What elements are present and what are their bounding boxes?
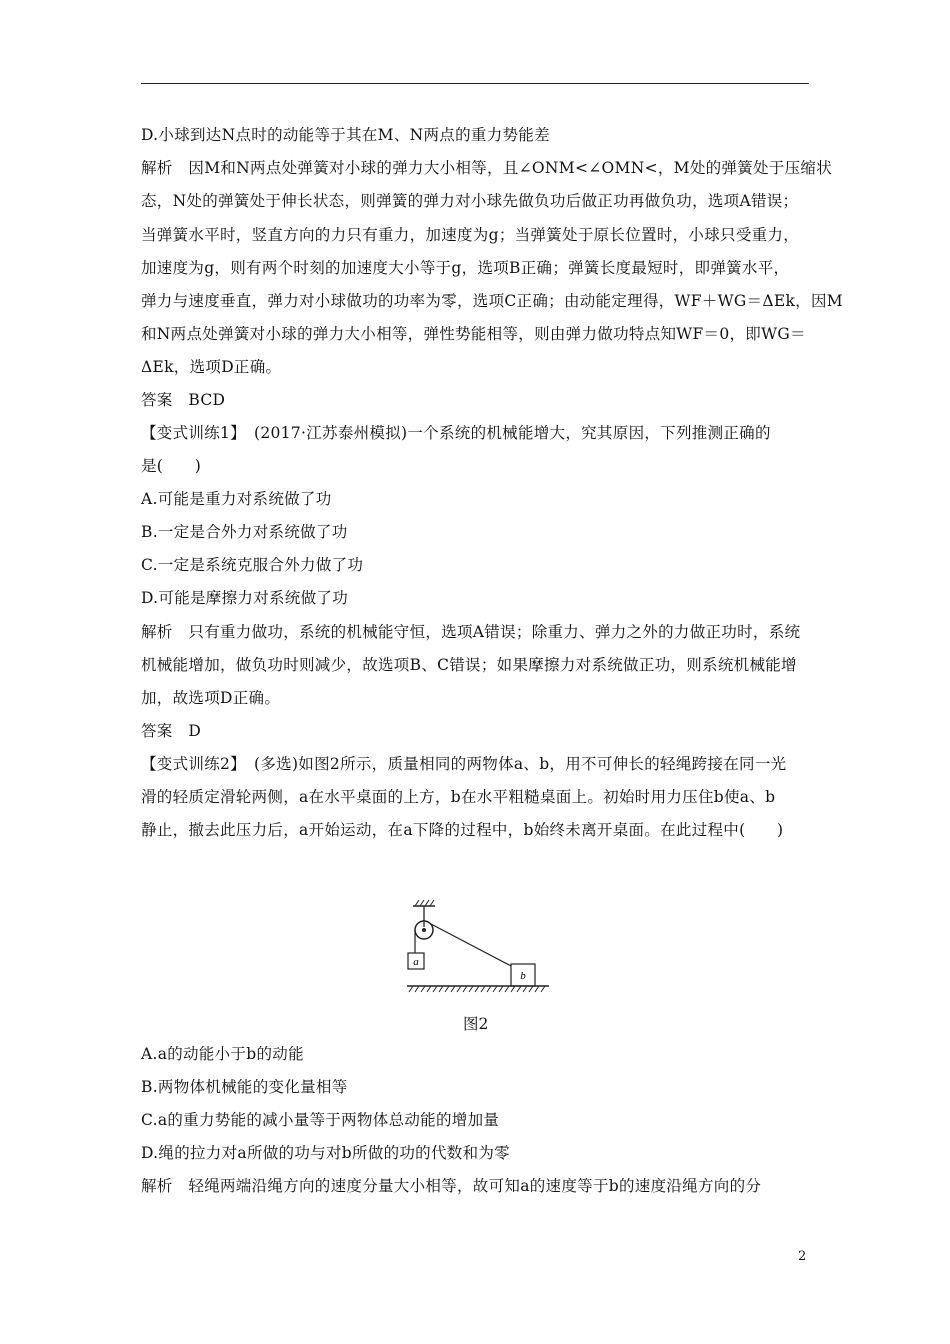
option-d: D.绳的拉力对a所做的功与对b所做的功的代数和为零 [141,1144,510,1162]
figure-caption: 图2 [463,1015,489,1033]
table-surface [407,986,549,992]
option-b: B.一定是合外力对系统做了功 [141,523,348,541]
exercise-heading: 【变式训练2】 (多选)如图2所示，质量相同的两物体a、b，用不可伸长的轻绳跨接在同一光 [141,755,787,773]
text-line: 是( ) [141,457,202,475]
text-line: 当弹簧水平时，竖直方向的力只有重力，加速度为g；当弹簧处于原长位置时，小球只受重力， [141,226,800,244]
text-line: 和N两点处弹簧对小球的弹力大小相等，弹性势能相等，则由弹力做功特点知WF＝0，即WG＝ [141,325,806,343]
text-line: 滑的轻质定滑轮两侧，a在水平桌面的上方，b在水平粗糙桌面上。初始时用力压住b使a、b [141,788,776,806]
text-line: 静止，撤去此压力后，a开始运动，在a下降的过程中，b始终未离开桌面。在此过程中( ) [141,821,784,839]
answer-line: 答案 BCD [141,391,226,409]
pulley-figure [403,897,551,1001]
page-number: 2 [798,1249,807,1264]
answer-line: 答案 D [141,722,202,740]
exercise-heading: 【变式训练1】 (2017·江苏泰州模拟)一个系统的机械能增大，究其原因，下列推测正确的 [141,424,771,442]
rope-to-b [431,924,513,967]
option-c: C.一定是系统克服合外力做了功 [141,556,364,574]
text-line: 解析 轻绳两端沿绳方向的速度分量大小相等，故可知a的速度等于b的速度沿绳方向的分 [141,1177,762,1195]
option-b: B.两物体机械能的变化量相等 [141,1078,348,1096]
option-a: A.可能是重力对系统做了功 [141,490,332,508]
text-line: 态，N处的弹簧处于伸长状态，则弹簧的弹力对小球先做负功后做正功再做负功，选项A错误； [141,192,799,210]
text-line: 加，故选项D正确。 [141,689,281,707]
text-line: 弹力与速度垂直，弹力对小球做功的功率为零，选项C正确；由动能定理得，WF＋WG＝ΔEk，因M [141,292,843,310]
header-rule [141,83,809,84]
block-a-label: a [413,956,419,968]
text-line: 机械能增加，做负功时则减少，故选项B、C错误；如果摩擦力对系统做正功，则系统机械能增 [141,656,797,674]
text-line: 解析 因M和N两点处弹簧对小球的弹力大小相等，且∠ONM<∠OMN<，M处的弹簧处于压缩状 [141,159,833,177]
text-line: D.小球到达N点时的动能等于其在M、N两点的重力势能差 [141,126,550,144]
block-b-label: b [520,970,526,982]
text-line: ΔEk，选项D正确。 [141,358,282,376]
text-line: 加速度为g，则有两个时刻的加速度大小等于g，选项B正确；弹簧长度最短时，即弹簧水平， [141,259,790,277]
text-line: 解析 只有重力做功，系统的机械能守恒，选项A错误；除重力、弹力之外的力做正功时，系统 [141,623,801,641]
option-c: C.a的重力势能的减小量等于两物体总动能的增加量 [141,1111,500,1129]
option-a: A.a的动能小于b的动能 [141,1045,304,1063]
option-d: D.可能是摩擦力对系统做了功 [141,589,349,607]
pulley-axle [422,928,426,932]
ceiling-hatching [413,900,435,906]
